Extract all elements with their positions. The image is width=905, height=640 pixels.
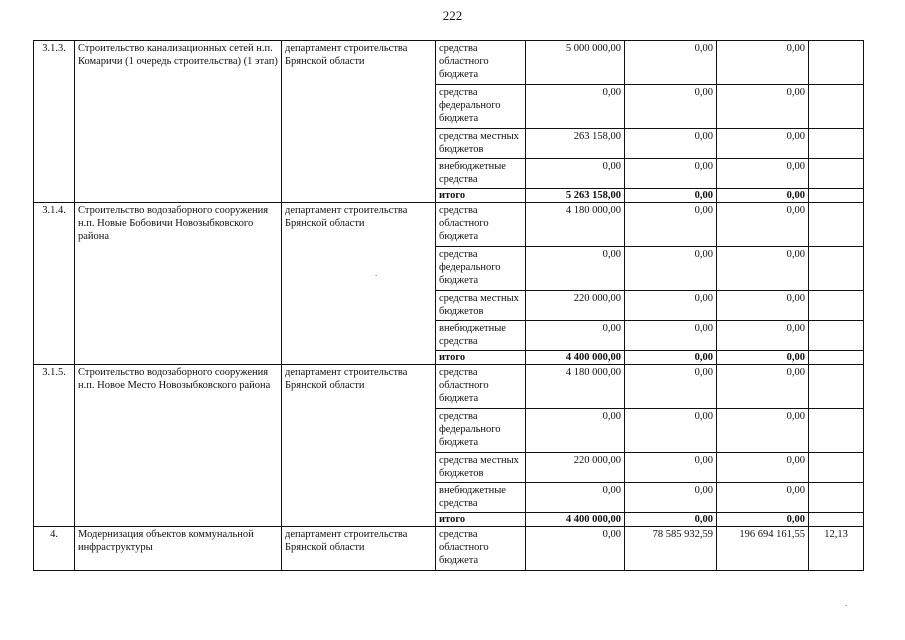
amount-cell: 0,00 (717, 203, 809, 247)
funding-source: итого (436, 513, 526, 527)
item-executor: департамент строительства Брянской области (282, 527, 436, 571)
amount-cell: 220 000,00 (526, 291, 625, 321)
item-executor: департамент строительства Брянской области (282, 203, 436, 365)
indicator-cell (809, 291, 864, 321)
amount-cell: 0,00 (717, 321, 809, 351)
budget-table (33, 40, 864, 571)
funding-source: средства областного бюджета (436, 527, 526, 571)
amount-cell: 0,00 (526, 321, 625, 351)
page-number: 222 (442, 8, 463, 23)
funding-source: внебюджетные средства (436, 159, 526, 189)
amount-cell: 0,00 (526, 85, 625, 129)
funding-source: внебюджетные средства (436, 321, 526, 351)
item-number: 3.1.3. (34, 41, 75, 203)
amount-cell: 0,00 (717, 409, 809, 453)
amount-cell: 263 158,00 (526, 129, 625, 159)
table-row (34, 527, 864, 571)
amount-cell: 0,00 (526, 247, 625, 291)
indicator-cell (809, 189, 864, 203)
amount-cell: 0,00 (625, 41, 717, 85)
amount-cell: 0,00 (625, 291, 717, 321)
amount-cell: 0,00 (717, 483, 809, 513)
indicator-cell (809, 203, 864, 247)
amount-cell: 0,00 (717, 291, 809, 321)
table-row (34, 41, 864, 85)
amount-cell: 0,00 (625, 409, 717, 453)
indicator-cell (809, 365, 864, 409)
amount-cell: 0,00 (717, 247, 809, 291)
amount-cell: 196 694 161,55 (717, 527, 809, 571)
indicator-cell (809, 321, 864, 351)
amount-cell: 0,00 (625, 453, 717, 483)
item-executor: департамент строительства Брянской области (282, 41, 436, 203)
amount-cell: 0,00 (526, 409, 625, 453)
table-row (34, 203, 864, 247)
funding-source: средства федерального бюджета (436, 409, 526, 453)
amount-cell: 0,00 (625, 203, 717, 247)
amount-cell: 78 585 932,59 (625, 527, 717, 571)
funding-source: средства местных бюджетов (436, 453, 526, 483)
funding-source: итого (436, 189, 526, 203)
indicator-cell (809, 351, 864, 365)
item-name: Модернизация объектов коммунальной инфраструктуры (75, 527, 282, 571)
indicator-cell (809, 513, 864, 527)
indicator-cell (809, 85, 864, 129)
item-number: 3.1.5. (34, 365, 75, 527)
amount-cell: 0,00 (625, 513, 717, 527)
scan-dot: . (375, 268, 378, 278)
funding-source: средства местных бюджетов (436, 291, 526, 321)
amount-cell: 0,00 (625, 351, 717, 365)
amount-cell: 0,00 (526, 527, 625, 571)
amount-cell: 0,00 (625, 189, 717, 203)
indicator-cell (809, 129, 864, 159)
item-number: 3.1.4. (34, 203, 75, 365)
item-name: Строительство водозаборного сооружения н.п. Новое Место Новозыбковского района (75, 365, 282, 527)
amount-cell: 4 180 000,00 (526, 203, 625, 247)
amount-cell: 0,00 (526, 159, 625, 189)
funding-source: средства местных бюджетов (436, 129, 526, 159)
item-number: 4. (34, 527, 75, 571)
table-row (34, 365, 864, 409)
amount-cell: 5 263 158,00 (526, 189, 625, 203)
funding-source: средства федерального бюджета (436, 85, 526, 129)
indicator-cell (809, 159, 864, 189)
funding-source: внебюджетные средства (436, 483, 526, 513)
amount-cell: 0,00 (717, 189, 809, 203)
amount-cell: 0,00 (625, 129, 717, 159)
indicator-cell: 12,13 (809, 527, 864, 571)
indicator-cell (809, 247, 864, 291)
indicator-cell (809, 483, 864, 513)
amount-cell: 4 400 000,00 (526, 513, 625, 527)
amount-cell: 0,00 (625, 365, 717, 409)
amount-cell: 0,00 (717, 85, 809, 129)
funding-source: итого (436, 351, 526, 365)
amount-cell: 0,00 (717, 513, 809, 527)
indicator-cell (809, 41, 864, 85)
amount-cell: 0,00 (717, 41, 809, 85)
funding-source: средства федерального бюджета (436, 247, 526, 291)
funding-source: средства областного бюджета (436, 203, 526, 247)
indicator-cell (809, 453, 864, 483)
amount-cell: 0,00 (717, 159, 809, 189)
amount-cell: 0,00 (625, 321, 717, 351)
amount-cell: 220 000,00 (526, 453, 625, 483)
item-name: Строительство канализационных сетей н.п. Комаричи (1 очередь строительства) (1 этап) (75, 41, 282, 203)
amount-cell: 0,00 (625, 247, 717, 291)
amount-cell: 4 180 000,00 (526, 365, 625, 409)
indicator-cell (809, 409, 864, 453)
scan-dot: . (845, 598, 848, 608)
amount-cell: 0,00 (717, 453, 809, 483)
item-name: Строительство водозаборного сооружения н.п. Новые Бобовичи Новозыбковского района (75, 203, 282, 365)
amount-cell: 0,00 (717, 365, 809, 409)
amount-cell: 4 400 000,00 (526, 351, 625, 365)
amount-cell: 5 000 000,00 (526, 41, 625, 85)
amount-cell: 0,00 (717, 129, 809, 159)
amount-cell: 0,00 (717, 351, 809, 365)
funding-source: средства областного бюджета (436, 365, 526, 409)
funding-source: средства областного бюджета (436, 41, 526, 85)
amount-cell: 0,00 (526, 483, 625, 513)
amount-cell: 0,00 (625, 159, 717, 189)
amount-cell: 0,00 (625, 483, 717, 513)
amount-cell: 0,00 (625, 85, 717, 129)
item-executor: департамент строительства Брянской области (282, 365, 436, 527)
